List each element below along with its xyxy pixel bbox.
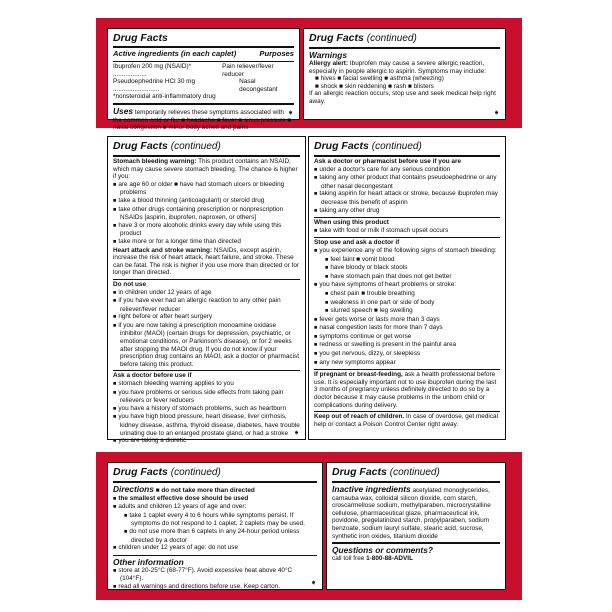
symptom-row: ■ hives ■ facial swelling ■ asthma (wheezing) (315, 75, 444, 83)
sub-list-item: ■ slurred speech ■ leg swelling (314, 307, 500, 316)
list-item: ■ take with food or milk if stomach upset occurs (314, 227, 500, 236)
active-heading-row (113, 49, 294, 59)
sub-list-item: ■ chest pain ■ trouble breathing (314, 290, 500, 299)
when-using-heading: When using this product (314, 219, 389, 227)
uses-item: ■ headache (181, 116, 215, 124)
list-item: ■ read all warnings and directions before use. Keep carton. (113, 583, 317, 592)
list-item: ■ taking any other product that contains pseudoephedrine or any other nasal decongestant (314, 174, 500, 190)
list-item: ■ store at 20-25°C (68-77°F). Avoid excessive heat above 40°C (104°F). (113, 567, 317, 583)
divider (309, 47, 500, 49)
purposes-heading: Purposes (259, 49, 294, 58)
sub-list-item: ■ have stomach pain that does not get better (314, 273, 500, 282)
stop-use-heading: Stop use and ask a doctor if (314, 239, 400, 247)
ingredient-row (113, 63, 294, 78)
keep-out-of-reach: Keep out of reach of children. In case of overdose, get medical help or contact a Poison Control Center right away. (314, 413, 498, 428)
panel-ask-doctor-stop-use (308, 136, 506, 440)
panel-stomach-warnings (107, 136, 306, 445)
right-arrow-icon: ➧ (293, 428, 300, 438)
divider (332, 481, 500, 483)
panel-title: Drug Facts (continued) (113, 466, 221, 478)
list-item: ■ right before or after heart surgery (113, 313, 300, 322)
panel-title: Drug Facts (continued) (309, 32, 417, 44)
list-item: ■ adults and children 12 years of age and over: (113, 503, 317, 512)
list-item: ■ taking aspirin for heart attack or stroke, because ibuprofen may decrease this benefit of aspirin (314, 190, 500, 206)
allergy-alert: Allergy alert: Ibuprofen may cause a severe allergic reaction, especially in people allergic to aspirin. Symptoms may include: (309, 60, 486, 75)
list-item: ■ if you have ever had an allergic reaction to any other pain reliever/fever reducer (113, 297, 300, 313)
divider (113, 555, 317, 556)
warnings-heading: Warnings (309, 50, 348, 60)
list-item: ■ take other drugs containing prescription or nonprescription NSAIDs [aspirin, ibuprofen, naproxen, or others] (113, 206, 300, 222)
divider (113, 481, 317, 483)
list-item: ■ are age 60 or older ■ have had stomach ulcers or bleeding problems (113, 181, 300, 197)
uses-section (113, 106, 294, 132)
uses-item: ■ fever (216, 116, 237, 124)
ingredient-name: Ibuprofen 200 mg (NSAID)* ................... (113, 63, 192, 78)
list-item: ■ you have high blood pressure, heart disease, liver cirrhosis, kidney disease, asthma, thyroid disease, diabetes, have trouble urinating due to an enlarged prostate gland, or had a stroke (113, 413, 300, 437)
divider (113, 370, 300, 371)
phone-number: 1-800-88-ADVIL (366, 555, 413, 563)
list-item: ■ you have a history of stomach problems, such as heartburn (113, 405, 300, 414)
other-information-heading: Other information (113, 556, 184, 567)
list-item: ■ in children under 12 years of age (113, 289, 300, 298)
list-item: ■ the smallest effective dose should be used (113, 495, 317, 504)
inactive-ingredients: Inactive ingredients acetylated monoglycerides, carnauba wax, colloidal silicon dioxide, corn starch, croscarmellose sodium, methylparaben, microcrystalline cellulose, pharmaceutical glaze, pharmaceutical ink, povidone, pregelatinized starch, propylparaben, sodium benzoate, sodium lauryl sulfate, stearic acid, sucrose, synthetic iron oxides, titanium dioxide (332, 484, 491, 540)
active-ingredients-heading: Active ingredients (in each caplet) (113, 49, 237, 58)
list-item: ■ you are taking a diuretic (113, 437, 300, 446)
right-arrow-icon: ➧ (493, 108, 500, 118)
panel-active-ingredients (107, 28, 300, 132)
list-item: ■ take a blood thinning (anticoagulant) or steroid drug (113, 197, 300, 206)
divider (314, 411, 500, 412)
uses-heading: Uses (113, 105, 134, 116)
list-item: ■ fever gets worse or lasts more than 3 days (314, 316, 500, 325)
list-item: ■ any new symptoms appear (314, 359, 500, 368)
call-line: call toll free 1-800-88-ADVIL (332, 555, 413, 563)
right-arrow-icon: ➧ (287, 108, 294, 118)
uses-item: ■ nasal congestion (113, 116, 292, 132)
divider (113, 103, 294, 105)
divider (113, 61, 294, 62)
heart-warning: Heart attack and stroke warning: NSAIDs, except aspirin, increase the risk of heart attack, heart failure, and stroke. These can be fatal. The risk is higher if you use more than directed or for longer than directed. (113, 246, 300, 277)
list-item: ■ have 3 or more alcoholic drinks every day while using this product (113, 222, 300, 238)
list-item: ■ you experience any of the following signs of stomach bleeding: (314, 247, 500, 256)
list-item: ■ you get nervous, dizzy, or sleepless (314, 350, 500, 359)
divider (314, 237, 500, 238)
questions-heading: Questions or comments? (332, 545, 433, 556)
list-item: ■ take more or for a longer time than directed (113, 238, 300, 247)
panel-title: Drug Facts (continued) (314, 140, 422, 152)
symptom-row: ■ shock ■ skin reddening ■ rash ■ blisters (315, 82, 434, 90)
list-item: ■ you have problems or serious side effects from taking pain relievers or fever reducers (113, 389, 300, 405)
ingredient-purpose: Pain reliever/fever reducer (222, 63, 274, 78)
divider (113, 279, 300, 280)
divider (113, 46, 294, 48)
ingredient-name: Pseudoephedrine HCl 30 mg .......................... (113, 78, 196, 93)
list-item: ■ taking any other drug (314, 207, 500, 216)
sub-list-item: ■ have bloody or black stools (314, 264, 500, 273)
panel-directions (107, 462, 323, 590)
directions-lead: Directions ■ do not take more than directed (113, 484, 255, 494)
sub-list-item: ■ do not use more than 6 caplets in any 24-hour period unless directed by a doctor (113, 528, 317, 544)
panel-title: Drug Facts (continued) (113, 140, 221, 152)
list-item: ■ if you are now taking a prescription monoamine oxidase inhibitor (MAOI) (certain drugs for depression, psychiatric, or emotional conditions, or Parkinson's disease), or for 2 weeks after stopping the MAOI drug. If you do not know if your prescription drug contains an MAOI, ask a doctor or pharmacist before taking this product. (113, 322, 300, 369)
list-item: ■ children under 12 years of age: do not use (113, 544, 317, 553)
uses-item: ■ sinus pressure (238, 116, 286, 124)
pregnancy-warning: If pregnant or breast-feeding, ask a health professional before use. It is especially important not to use ibuprofen during the last 3 months of pregnancy unless definitely directed to do so by a doctor because it may cause problems in the unborn child or complications during delivery. (314, 371, 497, 409)
uses-item: ■ minor body aches and pains (162, 124, 249, 132)
footnote: *nonsteroidal anti-inflammatory drug (113, 93, 216, 101)
divider (314, 155, 500, 157)
right-arrow-icon: ➧ (310, 578, 317, 588)
list-item: ■ you have symptoms of heart problems or stroke: (314, 281, 500, 290)
ingredient-purpose: Nasal decongestant (239, 78, 278, 93)
list-item: ■ redness or swelling is present in the painful area (314, 341, 500, 350)
sub-list-item: ■ weakness in one part or side of body (314, 299, 500, 308)
allergy-after-text: If an allergic reaction occurs, stop use and seek medical help right away. (309, 90, 496, 105)
panel-inactive-ingredients (326, 462, 506, 590)
list-item: ■ stomach bleeding warning applies to you (113, 380, 300, 389)
list-item: ■ nasal congestion lasts for more than 7 days (314, 324, 500, 333)
divider (314, 217, 500, 218)
panel-warnings (303, 28, 506, 120)
stomach-warning: Stomach bleeding warning: This product contains an NSAID, which may cause severe stomach bleeding. The chance is higher if you: (113, 158, 298, 181)
panel-title: Drug Facts (113, 32, 168, 44)
ask-doctor-heading: Ask a doctor before use if (113, 372, 192, 380)
uses-text: temporarily relieves these symptoms associated with the common cold or flu: (113, 108, 284, 124)
divider (332, 542, 500, 544)
panel-title: Drug Facts (continued) (332, 466, 440, 478)
divider (314, 369, 500, 370)
ingredient-row (113, 78, 294, 93)
divider (113, 155, 300, 157)
do-not-use-heading: Do not use (113, 280, 147, 288)
list-item: ■ under a doctor's care for any serious condition (314, 166, 500, 175)
sub-list-item: ■ feel faint ■ vomit blood (314, 256, 500, 265)
ask-pharmacist-heading: Ask a doctor or pharmacist before use if you are (314, 158, 462, 165)
list-item: ■ symptoms continue or get worse (314, 333, 500, 342)
sub-list-item: ■ take 1 caplet every 4 to 6 hours while symptoms persist. If symptoms do not respond to 1 caplet, 2 caplets may be used. (113, 512, 317, 528)
